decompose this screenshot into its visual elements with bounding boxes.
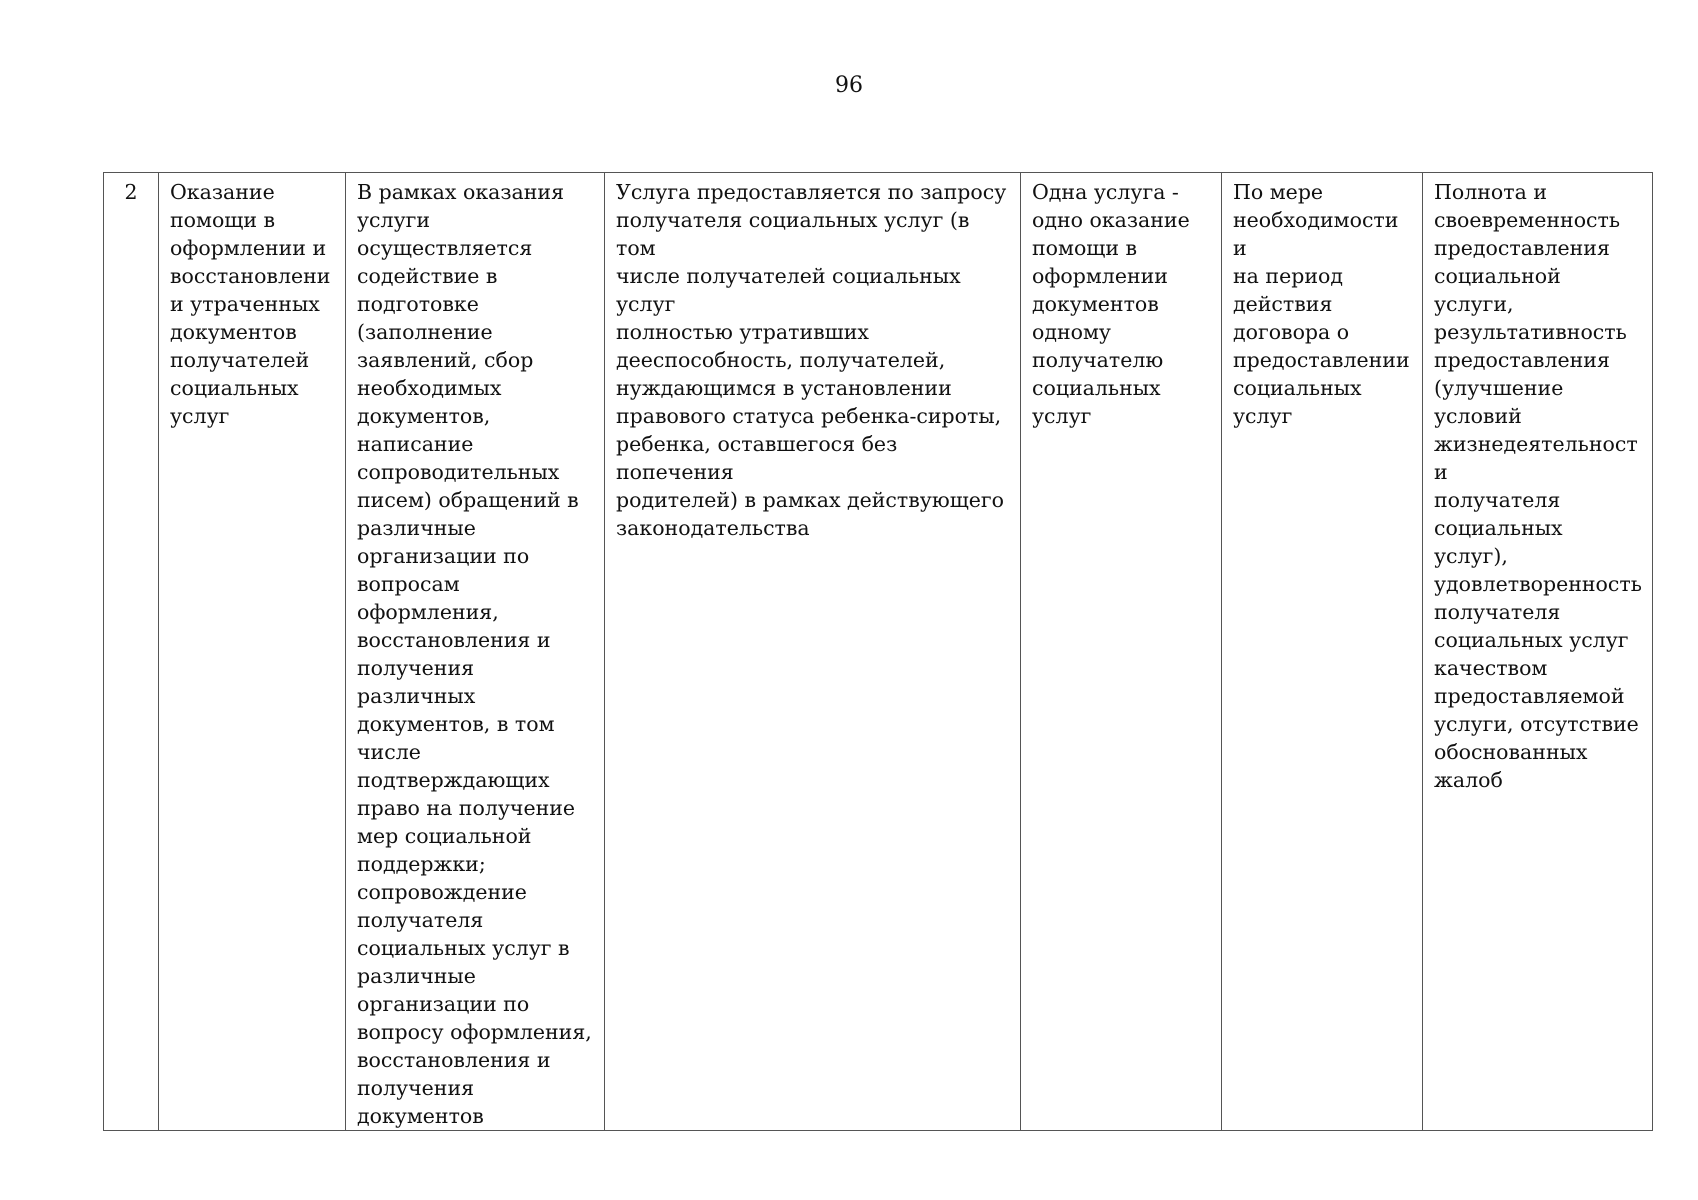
services-table xyxy=(103,172,1653,1131)
page-number: 96 xyxy=(835,73,863,98)
service-description-cell: В рамках оказания услуги осуществляется содействие в подготовке (заполнение заявлений, сбор необходимых документов, написание сопроводительных писем) обращений в различные организации по вопросам оформления, восстановления и получения различных документов, в том числе подтверждающих право на получение мер социальной поддержки; сопровождение получателя социальных услуг в различные организации по вопросу оформления, восстановления и получения документов xyxy=(346,173,605,1131)
service-name-cell: Оказание помощи в оформлении и восстановлени и утраченных документов получателей социальных услуг xyxy=(159,173,346,1131)
row-number-cell: 2 xyxy=(104,173,159,1131)
table-row xyxy=(104,173,1653,1131)
service-quality-cell: Полнота и своевременность предоставления социальной услуги, результативность предоставления (улучшение условий жизнедеятельности получателя социальных услуг), удовлетворенность получателя социальных услуг качеством предоставляемой услуги, отсутствие обоснованных жалоб xyxy=(1423,173,1653,1131)
service-term-cell: По мере необходимости и на период действия договора о предоставлении социальных услуг xyxy=(1222,173,1423,1131)
service-volume-cell: Одна услуга - одно оказание помощи в оформлении документов одному получателю социальных услуг xyxy=(1021,173,1222,1131)
service-conditions-cell: Услуга предоставляется по запросу получателя социальных услуг (в том числе получателей социальных услуг полностью утративших дееспособность, получателей, нуждающимся в установлении правового статуса ребенка-сироты, ребенка, оставшегося без попечения родителей) в рамках действующего законодательства xyxy=(605,173,1021,1131)
